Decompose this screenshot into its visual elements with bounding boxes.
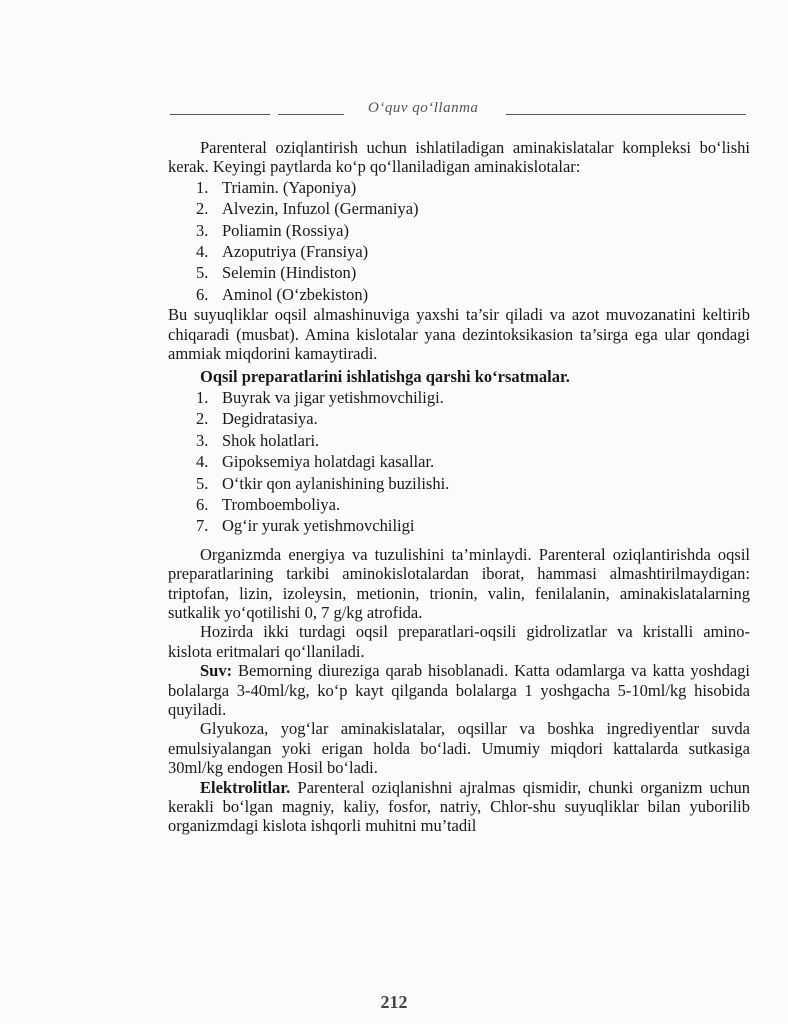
list-item-number: 5. (196, 473, 209, 493)
running-header (170, 96, 748, 122)
list-item-text: Gipoksemiya holatdagi kasallar. (222, 452, 435, 472)
list-item-number: 3. (196, 220, 209, 240)
intro-paragraph: Parenteral oziqlantirish uchun ishlatiladigan aminakislatalar kompleksi bo‘lishi kerak. Keyingi paytlarda ko‘p qo‘llaniladigan aminakislotalar: (168, 138, 750, 177)
list-item-text: Selemin (Hindiston) (222, 263, 357, 283)
list-item (196, 177, 750, 198)
electrolytes-paragraph (168, 778, 750, 836)
list-item (196, 430, 750, 451)
list-item-number: 2. (196, 199, 209, 219)
list-item (196, 451, 750, 472)
contraindications-heading (168, 367, 750, 386)
list-item-number: 5. (196, 263, 209, 283)
list-item-number: 3. (196, 430, 209, 450)
list-item-number: 1. (196, 177, 209, 197)
electrolytes-label: Elektrolitlar. (200, 777, 291, 797)
water-paragraph (168, 661, 750, 719)
header-title: O‘quv qo‘llanma (368, 100, 479, 116)
protein-preparations-paragraph: Hozirda ikki turdagi oqsil preparatlari-oqsili gidrolizatlar va kristalli amino- kislota eritmalari qo‘llaniladi. (168, 622, 750, 661)
electrolytes-text: Parenteral oziqlanishni ajralmas qismidir, chunki organizm uchun kerakli bo‘lgan magniy, kaliy, fosfor, natriy, Chlor-shu suyuqliklar bilan yuborilib organizmdagi kislota ishqorli muhitni mu’tadil (168, 777, 750, 836)
list-item-text: Aminol (O‘zbekiston) (222, 284, 369, 304)
list-item-text: Og‘ir yurak yetishmovchiligi (222, 516, 415, 536)
list-item-text: Degidratasiya. (222, 409, 318, 429)
list-item-text: Poliamin (Rossiya) (222, 220, 349, 240)
list-item (196, 387, 750, 408)
list-item-text: Shok holatlari. (222, 430, 320, 450)
list-item-text: Buyrak va jigar yetishmovchiligi. (222, 387, 444, 407)
effect-paragraph: Bu suyuqliklar oqsil almashinuviga yaxshi ta’sir qiladi va azot muvozanatini keltirib chiqaradi (musbat). Amina kislotalar yana dezintoksikasion ta’sirga ega ular qondagi ammiak miqdorini kamaytiradi. (168, 305, 750, 364)
amino-acid-list (168, 177, 750, 305)
header-rule-right (506, 114, 746, 115)
list-item-text: Alvezin, Infuzol (Germaniya) (222, 199, 419, 219)
contraindications-heading-period: . (565, 367, 570, 387)
contraindications-list (168, 387, 750, 537)
glucose-paragraph: Glyukoza, yog‘lar aminakislatalar, oqsillar va boshka ingrediyentlar suvda emulsiyalangan yoki erigan holda bo‘ladi. Umumiy miqdori kattalarda sutkasiga 30ml/kg endogen Hosil bo‘ladi. (168, 719, 750, 778)
list-item-number: 7. (196, 516, 209, 536)
list-item-number: 6. (196, 494, 209, 514)
list-item-text: O‘tkir qon aylanishining buzilishi. (222, 473, 450, 493)
contraindications-heading-text: Oqsil preparatlarini ishlatishga qarshi ko‘rsatmalar (200, 367, 566, 387)
list-item-number: 4. (196, 452, 209, 472)
list-item-number: 1. (196, 387, 209, 407)
page-body (168, 138, 750, 836)
list-item (196, 241, 750, 262)
organism-paragraph: Organizmda energiya va tuzulishini ta’minlaydi. Parenteral oziqlantirishda oqsil preparatlarining tarkibi aminokislotalardan iborat, hammasi almashtirilmaydigan: triptofan, lizin, izoleysin, metionin, trionin, valin, fenilalanin, aminakislatalarning sutkalik yo‘qotilishi 0, 7 g/kg atrofida. (168, 544, 750, 622)
list-item (196, 515, 750, 536)
list-item-number: 4. (196, 242, 209, 262)
list-item-text: Azoputriya (Fransiya) (222, 242, 369, 262)
list-item (196, 220, 750, 241)
list-item-text: Triamin. (Yaponiya) (222, 177, 357, 197)
header-rule-left (170, 114, 270, 115)
page-number: 212 (380, 992, 408, 1012)
list-item (196, 284, 750, 305)
list-item-text: Tromboemboliya. (222, 494, 341, 514)
water-text: Bemorning diureziga qarab hisoblanadi. Katta odamlarga va katta yoshdagi bolalarga 3-40ml/kg, ko‘p kayt qilganda bolalarga 1 yoshgacha 5-10ml/kg hisobida quyiladi. (168, 661, 750, 719)
list-item-number: 6. (196, 284, 209, 304)
list-item (196, 473, 750, 494)
list-item-number: 2. (196, 409, 209, 429)
list-item (196, 198, 750, 219)
list-item (196, 262, 750, 283)
list-item (196, 494, 750, 515)
water-label: Suv: (200, 661, 233, 681)
list-item (196, 408, 750, 429)
header-rule-middle (278, 114, 344, 115)
